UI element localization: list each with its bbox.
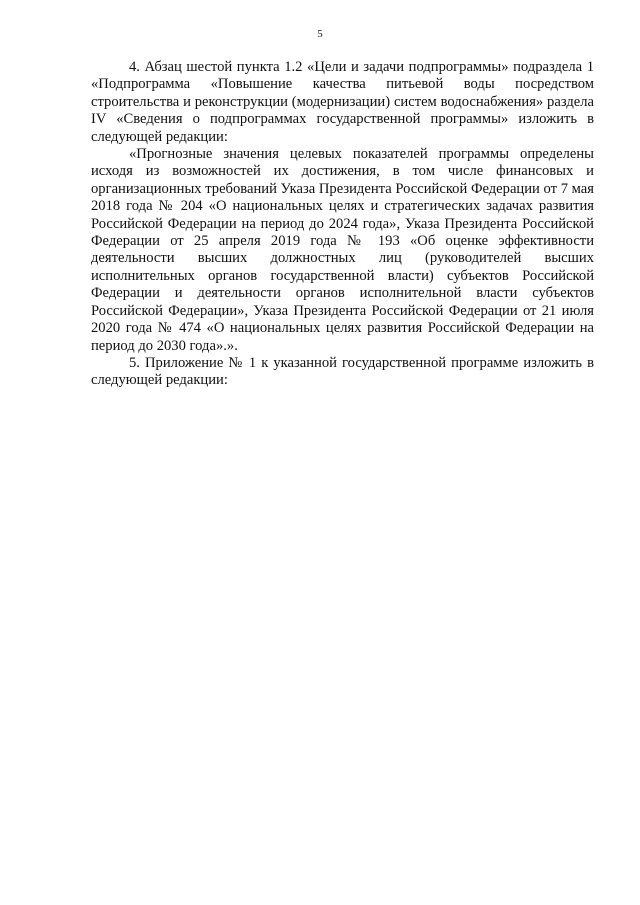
paragraph-item-5: 5. Приложение № 1 к указанной государственной программе изложить в следующей редакции: [91, 354, 594, 389]
page-number: 5 [317, 28, 323, 40]
document-body [91, 59, 594, 390]
paragraph-item-4: 4. Абзац шестой пункта 1.2 «Цели и задачи подпрограммы» подраздела 1 «Подпрограмма «Повышение качества питьевой воды посредством строительства и реконструкции (модернизации) систем водоснабжения» раздела IV «Сведения о подпрограммах государственной программы» изложить в следующей редакции: [91, 59, 594, 145]
paragraph-forecast-values: «Прогнозные значения целевых показателей программы определены исходя из возможностей их достижения, в том числе финансовых и организационных требований Указа Президента Российской Федерации от 7 мая 2018 года № 204 «О национальных целях и стратегических задачах развития Российской Федерации на период до 2024 года», Указа Президента Российской Федерации от 25 апреля 2019 года № 193 «Об оценке эффективности деятельности высших должностных лиц (руководителей высших исполнительных органов государственной власти) субъектов Российской Федерации и деятельности органов исполнительной власти субъектов Российской Федерации», Указа Президента Российской Федерации от 21 июля 2020 года № 474 «О национальных целях развития Российской Федерации на период до 2030 года».». [91, 146, 594, 354]
